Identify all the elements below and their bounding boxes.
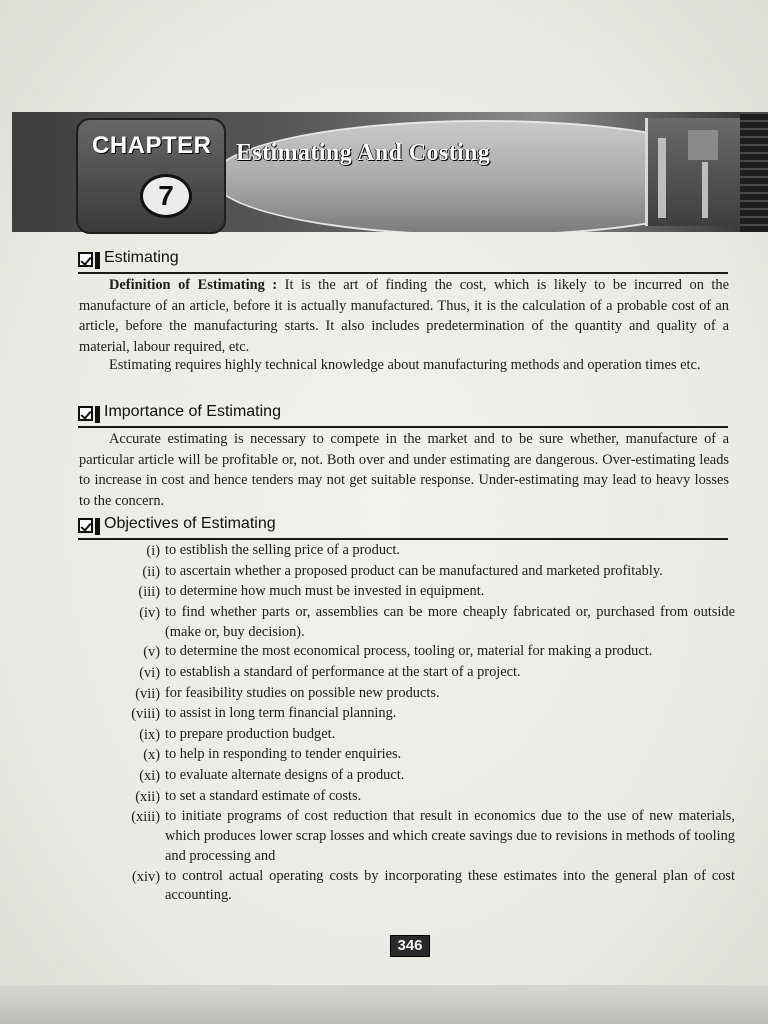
item-number: (xiv) (132, 868, 160, 885)
estimating-paragraph: Estimating requires highly technical knowledge about manufacturing methods and operation times etc. (109, 357, 701, 373)
list-item (79, 603, 735, 643)
chapter-title: Estimating And Costing (236, 140, 491, 166)
list-item (79, 745, 735, 766)
list-item (79, 807, 735, 866)
item-text: to ascertain whether a proposed product can be manufactured and marketed profitably. (165, 562, 663, 579)
item-number: (v) (143, 644, 160, 661)
objectives-list (79, 541, 735, 906)
section-title: Estimating (104, 249, 179, 266)
definition-paragraph (79, 275, 729, 357)
item-number: (vi) (139, 664, 160, 681)
list-item (79, 582, 735, 603)
page-number: 346 (390, 935, 430, 957)
item-number: (vii) (135, 685, 160, 702)
item-text: to find whether parts or, assemblies can be more cheaply fabricated or, purchased from outside (make or, buy decision). (165, 603, 735, 640)
list-item (79, 787, 735, 808)
page-bottom-shadow (0, 985, 768, 1024)
item-text: to determine the most economical process, tooling or, material for making a product. (165, 643, 653, 660)
list-item (79, 725, 735, 746)
item-number: (xii) (135, 788, 160, 805)
definition-text: It is the art of finding the cost, which is likely to be incurred on the manufacture of an article, before it is actually manufactured. Thus, it is the calculation of a probable cost of an article, before the manufacturing starts. It also includes predetermination of the quantity and quality of a material, labour required, etc. (79, 277, 730, 355)
heading-bar (95, 252, 100, 269)
list-item (79, 684, 735, 705)
item-text: to determine how much must be invested in equipment. (165, 583, 485, 600)
item-text: to estiblish the selling price of a product. (165, 542, 400, 558)
checklist-icon (78, 406, 93, 421)
list-item (79, 766, 735, 787)
item-text: to establish a standard of performance at the start of a project. (165, 663, 521, 680)
importance-paragraph: Accurate estimating is necessary to compete in the market and to be sure whether, manufacture of a particular article will be profitable or, not. Both over and under estimating are dangerous. Over-estimating leads to increase in cost and hence tenders may not get suitable response. Under-estimating may lead to heavy losses to the concern. (79, 431, 729, 509)
checklist-icon (78, 518, 93, 533)
list-item (79, 541, 735, 562)
item-number: (ix) (139, 726, 160, 743)
checklist-icon (78, 252, 93, 267)
section-title: Objectives of Estimating (104, 515, 276, 532)
item-text: for feasibility studies on possible new products. (165, 684, 440, 701)
item-text: to assist in long term financial planning. (165, 705, 397, 722)
item-text: to set a standard estimate of costs. (165, 787, 362, 804)
definition-term: Definition of Estimating : (109, 277, 278, 293)
list-item (79, 663, 735, 684)
item-text: to prepare production budget. (165, 725, 336, 742)
list-item (79, 867, 735, 907)
item-number: (viii) (131, 706, 160, 723)
item-number: (iii) (138, 584, 160, 601)
item-number: (i) (146, 543, 160, 559)
item-number: (iv) (139, 604, 160, 621)
heading-bar (95, 406, 100, 423)
item-text: to control actual operating costs by incorporating these estimates into the general plan of cost accounting. (165, 867, 735, 904)
chapter-label: CHAPTER (92, 132, 212, 159)
item-text: to initiate programs of cost reduction that result in economics due to the use of new materials, which produces lower scrap losses and which create savings due to revisions in methods of tooling and processing and (165, 808, 735, 864)
section-heading-importance (78, 404, 728, 428)
chapter-number: 7 (140, 174, 192, 218)
list-item (79, 642, 735, 663)
item-number: (x) (143, 747, 160, 764)
item-text: to help in responding to tender enquiries. (165, 746, 402, 763)
section-heading-estimating (78, 250, 728, 274)
banner-machine-image (645, 118, 740, 226)
item-number: (xi) (139, 767, 160, 784)
heading-bar (95, 518, 100, 535)
item-number: (ii) (142, 563, 160, 580)
item-text: to evaluate alternate designs of a product. (165, 766, 405, 783)
banner-tile-pattern (740, 112, 768, 232)
section-title: Importance of Estimating (104, 403, 281, 420)
item-number: (xiii) (131, 809, 160, 826)
section-heading-objectives (78, 516, 728, 540)
list-item (79, 704, 735, 725)
list-item (79, 562, 735, 583)
